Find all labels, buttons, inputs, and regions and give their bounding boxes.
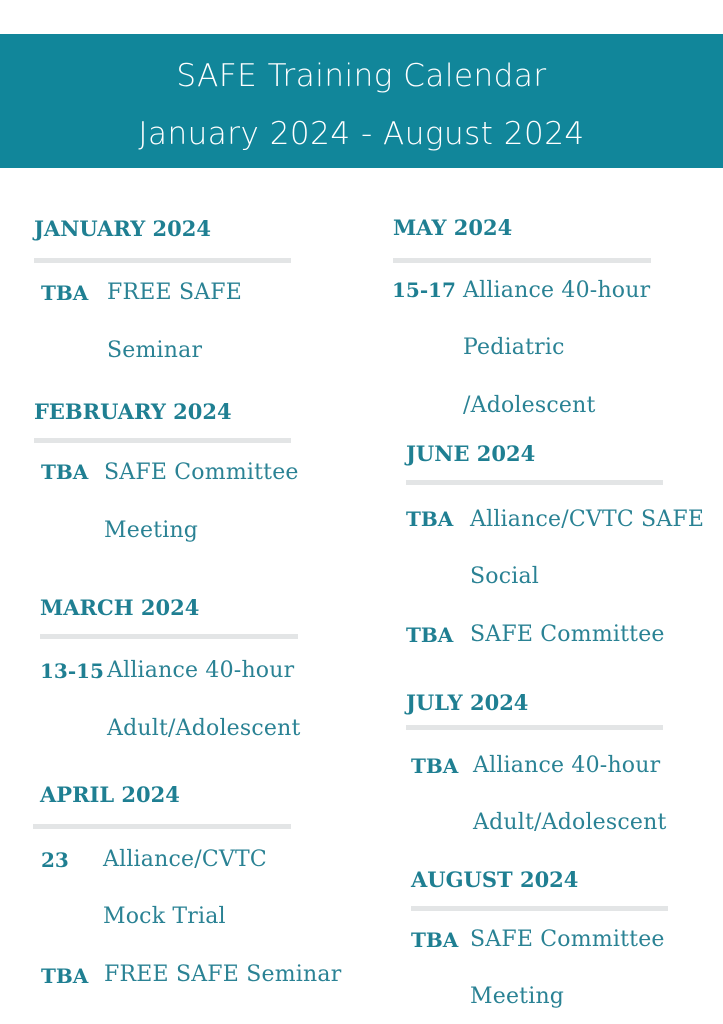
event-title-continued: Pediatric	[463, 335, 565, 360]
event-title-continued: Mock Trial	[103, 904, 226, 929]
event-title-continued: Social	[470, 564, 540, 589]
month-heading-june: JUNE 2024	[406, 441, 536, 466]
month-divider	[33, 824, 291, 829]
month-divider	[40, 634, 298, 639]
header-banner	[0, 34, 723, 168]
event-title: FREE SAFE Seminar	[104, 962, 342, 987]
month-heading-january: JANUARY 2024	[34, 216, 211, 241]
month-divider	[406, 480, 663, 485]
event-date: TBA	[41, 964, 89, 988]
event-title-continued: Adult/Adolescent	[473, 810, 667, 835]
month-heading-july: JULY 2024	[406, 690, 529, 715]
event-date: 13-15	[40, 659, 104, 683]
event-title-continued: Seminar	[107, 338, 203, 363]
calendar-title: SAFE Training Calendar	[176, 58, 547, 94]
event-date: 15-17	[392, 278, 456, 302]
event-title: FREE SAFE	[107, 280, 243, 305]
month-divider	[406, 725, 663, 730]
event-date: TBA	[411, 928, 459, 952]
month-heading-may: MAY 2024	[393, 215, 513, 240]
event-title-continued: /Adolescent	[463, 393, 596, 418]
event-title: SAFE Committee	[470, 927, 665, 952]
event-title: SAFE Committee	[104, 460, 299, 485]
calendar-date-range: January 2024 - August 2024	[138, 116, 585, 152]
event-title: SAFE Committee	[470, 622, 665, 647]
event-title-continued: Adult/Adolescent	[107, 716, 301, 741]
event-date: TBA	[406, 507, 454, 531]
month-divider	[34, 258, 291, 263]
month-heading-february: FEBRUARY 2024	[34, 399, 232, 424]
event-title-continued: Meeting	[470, 984, 565, 1009]
event-title: Alliance/CVTC	[103, 847, 267, 872]
event-title: Alliance 40-hour	[463, 278, 651, 303]
event-title: Alliance 40-hour	[473, 753, 661, 778]
month-heading-march: MARCH 2024	[40, 595, 200, 620]
event-date: TBA	[406, 623, 454, 647]
event-title-continued: Meeting	[104, 518, 199, 543]
month-heading-august: AUGUST 2024	[411, 867, 579, 892]
month-divider	[34, 438, 291, 443]
event-date: TBA	[411, 754, 459, 778]
event-title: Alliance 40-hour	[107, 658, 295, 683]
month-heading-april: APRIL 2024	[40, 782, 180, 807]
month-divider	[411, 906, 668, 911]
event-date: 23	[41, 848, 69, 872]
event-date: TBA	[41, 281, 89, 305]
event-title: Alliance/CVTC SAFE	[470, 507, 705, 532]
month-divider	[393, 258, 651, 263]
event-date: TBA	[41, 460, 89, 484]
